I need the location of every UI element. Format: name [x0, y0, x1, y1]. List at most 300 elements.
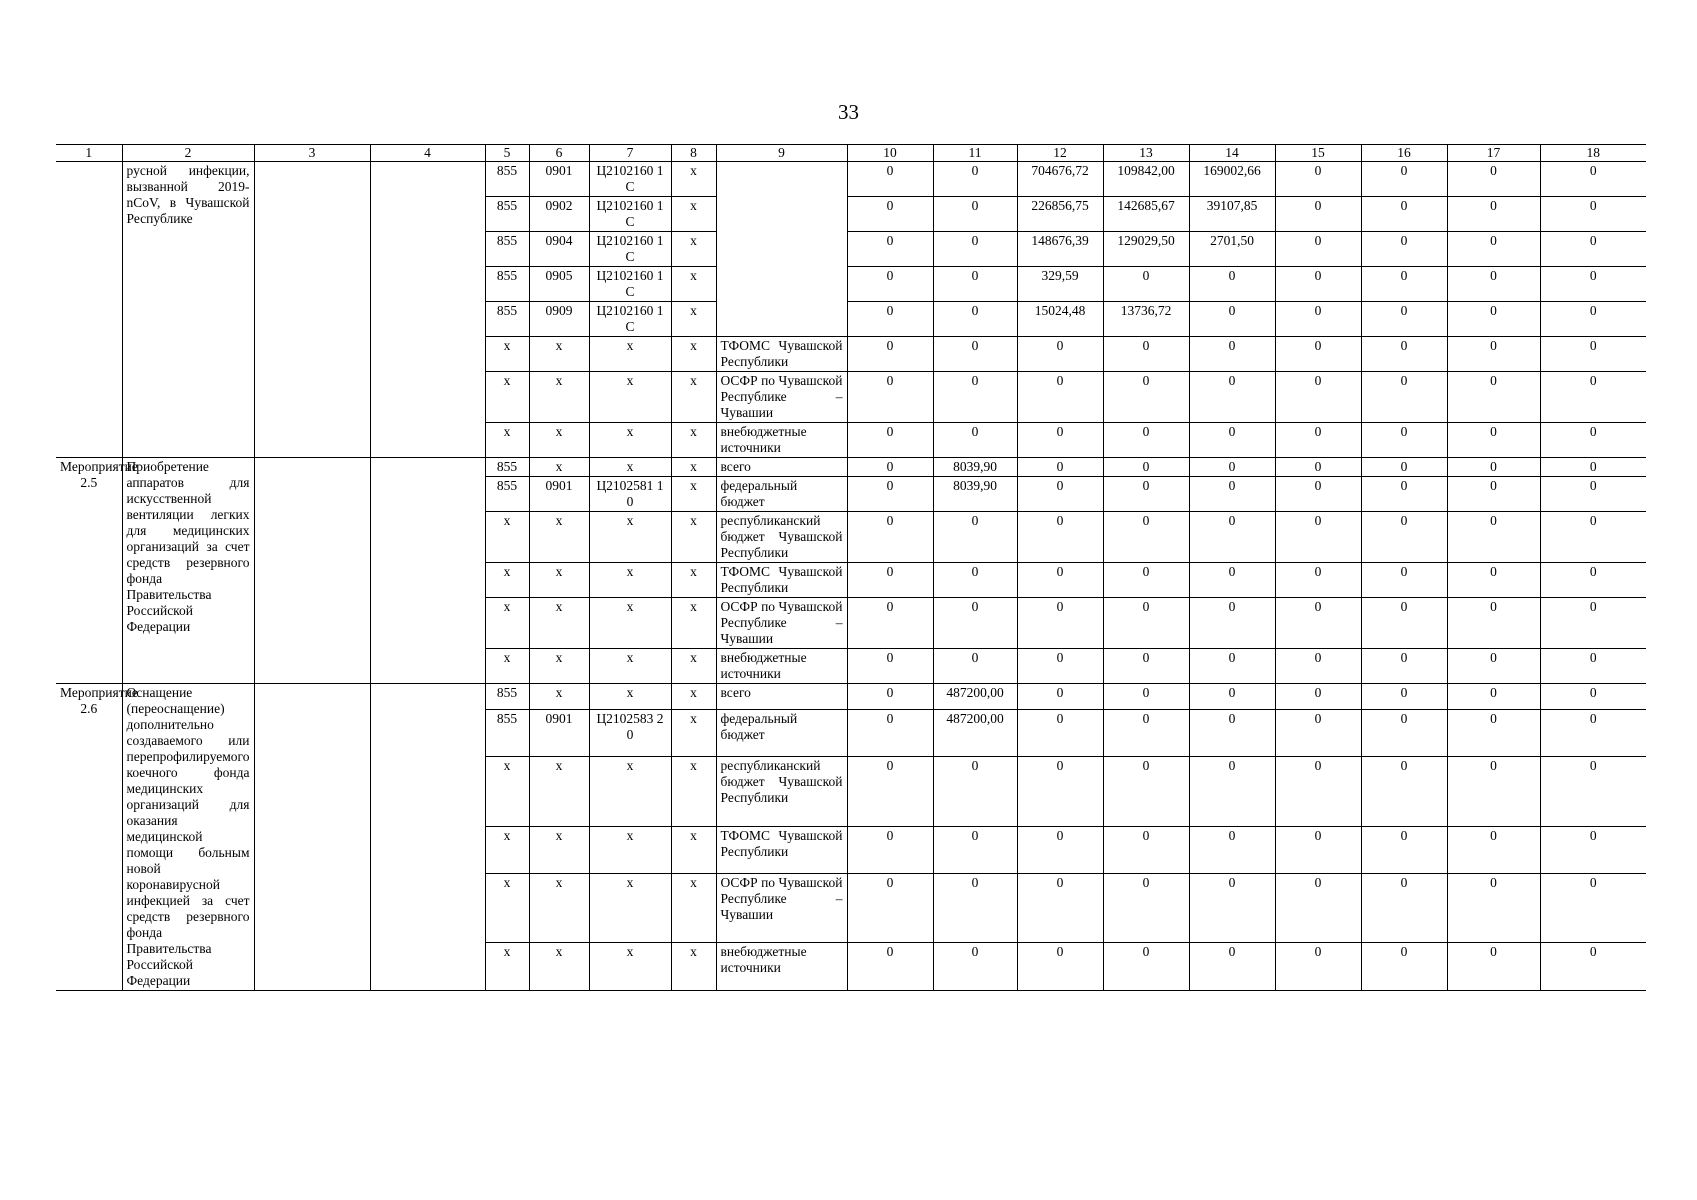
- measure-label: Мероприятие 2.5: [56, 458, 122, 684]
- measure-title: русной инфекции, вызванной 2019-nCoV, в Чувашской Республике: [122, 162, 254, 458]
- amount-cell-col-13: 0: [1103, 563, 1189, 598]
- grbs-code-cell: 855: [485, 232, 529, 267]
- section-code-cell: x: [529, 598, 589, 649]
- amount-cell-col-16: 0: [1361, 943, 1447, 991]
- column-header-5: 5: [485, 145, 529, 162]
- measure-title: Приобретение аппаратов для искусственной вентиляции легких для медицинских организаций за счет средств резервного фонда Правительства Российской Федерации: [122, 458, 254, 684]
- amount-cell-col-15: 0: [1275, 372, 1361, 423]
- amount-cell-col-11: 0: [933, 302, 1017, 337]
- amount-cell-col-18: 0: [1540, 197, 1646, 232]
- funding-source-cell: республиканский бюджет Чувашской Республики: [716, 512, 847, 563]
- amount-cell-col-17: 0: [1447, 232, 1540, 267]
- column-number-header-row: [56, 145, 1646, 162]
- amount-cell-col-16: 0: [1361, 709, 1447, 757]
- expense-type-cell: x: [671, 267, 716, 302]
- amount-cell-col-17: 0: [1447, 512, 1540, 563]
- amount-cell-col-11: 0: [933, 563, 1017, 598]
- amount-cell-col-16: 0: [1361, 874, 1447, 943]
- amount-cell-col-15: 0: [1275, 302, 1361, 337]
- funding-source-cell: ТФОМС Чувашской Республики: [716, 826, 847, 874]
- funding-source-cell: всего: [716, 684, 847, 710]
- amount-cell-col-11: 487200,00: [933, 709, 1017, 757]
- target-article-cell: x: [589, 826, 671, 874]
- column-4-cell: [370, 162, 485, 458]
- amount-cell-col-13: 13736,72: [1103, 302, 1189, 337]
- amount-cell-col-11: 0: [933, 232, 1017, 267]
- column-header-2: 2: [122, 145, 254, 162]
- amount-cell-col-13: 0: [1103, 458, 1189, 477]
- target-article-cell: Ц2102160 1С: [589, 197, 671, 232]
- funding-source-cell: республиканский бюджет Чувашской Республики: [716, 757, 847, 826]
- target-article-cell: x: [589, 757, 671, 826]
- amount-cell-col-14: 0: [1189, 943, 1275, 991]
- amount-cell-col-15: 0: [1275, 649, 1361, 684]
- amount-cell-col-10: 0: [847, 757, 933, 826]
- amount-cell-col-10: 0: [847, 563, 933, 598]
- section-code-cell: x: [529, 943, 589, 991]
- expense-type-cell: x: [671, 162, 716, 197]
- amount-cell-col-14: 0: [1189, 684, 1275, 710]
- amount-cell-col-16: 0: [1361, 563, 1447, 598]
- section-code-cell: x: [529, 757, 589, 826]
- section-code-cell: x: [529, 372, 589, 423]
- amount-cell-col-14: 0: [1189, 423, 1275, 458]
- section-code-cell: x: [529, 423, 589, 458]
- amount-cell-col-13: 0: [1103, 512, 1189, 563]
- amount-cell-col-11: 0: [933, 943, 1017, 991]
- target-article-cell: Ц2102583 20: [589, 709, 671, 757]
- column-header-7: 7: [589, 145, 671, 162]
- amount-cell-col-17: 0: [1447, 943, 1540, 991]
- grbs-code-cell: 855: [485, 267, 529, 302]
- amount-cell-col-18: 0: [1540, 512, 1646, 563]
- amount-cell-col-15: 0: [1275, 943, 1361, 991]
- amount-cell-col-11: 0: [933, 337, 1017, 372]
- amount-cell-col-13: 0: [1103, 337, 1189, 372]
- amount-cell-col-14: 0: [1189, 709, 1275, 757]
- grbs-code-cell: 855: [485, 477, 529, 512]
- column-header-12: 12: [1017, 145, 1103, 162]
- amount-cell-col-13: 0: [1103, 649, 1189, 684]
- table-row: [56, 162, 1646, 197]
- target-article-cell: x: [589, 458, 671, 477]
- section-code-cell: 0904: [529, 232, 589, 267]
- funding-source-cell: ТФОМС Чувашской Республики: [716, 563, 847, 598]
- grbs-code-cell: x: [485, 337, 529, 372]
- amount-cell-col-11: 0: [933, 512, 1017, 563]
- amount-cell-col-11: 0: [933, 757, 1017, 826]
- amount-cell-col-16: 0: [1361, 826, 1447, 874]
- amount-cell-col-17: 0: [1447, 684, 1540, 710]
- amount-cell-col-10: 0: [847, 512, 933, 563]
- amount-cell-col-16: 0: [1361, 512, 1447, 563]
- amount-cell-col-18: 0: [1540, 684, 1646, 710]
- amount-cell-col-12: 0: [1017, 458, 1103, 477]
- amount-cell-col-13: 129029,50: [1103, 232, 1189, 267]
- amount-cell-col-17: 0: [1447, 337, 1540, 372]
- amount-cell-col-10: 0: [847, 302, 933, 337]
- expense-type-cell: x: [671, 458, 716, 477]
- amount-cell-col-12: 148676,39: [1017, 232, 1103, 267]
- grbs-code-cell: x: [485, 649, 529, 684]
- expense-type-cell: x: [671, 598, 716, 649]
- column-header-17: 17: [1447, 145, 1540, 162]
- amount-cell-col-17: 0: [1447, 372, 1540, 423]
- section-code-cell: x: [529, 512, 589, 563]
- amount-cell-col-15: 0: [1275, 757, 1361, 826]
- expense-type-cell: x: [671, 232, 716, 267]
- amount-cell-col-15: 0: [1275, 337, 1361, 372]
- section-code-cell: 0905: [529, 267, 589, 302]
- expense-type-cell: x: [671, 757, 716, 826]
- amount-cell-col-11: 8039,90: [933, 477, 1017, 512]
- grbs-code-cell: 855: [485, 458, 529, 477]
- amount-cell-col-15: 0: [1275, 512, 1361, 563]
- amount-cell-col-12: 0: [1017, 757, 1103, 826]
- amount-cell-col-15: 0: [1275, 709, 1361, 757]
- target-article-cell: x: [589, 649, 671, 684]
- target-article-cell: Ц2102160 1С: [589, 302, 671, 337]
- amount-cell-col-13: 0: [1103, 943, 1189, 991]
- amount-cell-col-11: 487200,00: [933, 684, 1017, 710]
- column-header-4: 4: [370, 145, 485, 162]
- amount-cell-col-18: 0: [1540, 232, 1646, 267]
- amount-cell-col-14: 0: [1189, 512, 1275, 563]
- target-article-cell: x: [589, 684, 671, 710]
- amount-cell-col-16: 0: [1361, 458, 1447, 477]
- section-code-cell: 0902: [529, 197, 589, 232]
- expense-type-cell: x: [671, 874, 716, 943]
- section-code-cell: 0901: [529, 477, 589, 512]
- amount-cell-col-17: 0: [1447, 197, 1540, 232]
- column-3-cell: [254, 162, 370, 458]
- funding-source-cell: федеральный бюджет: [716, 477, 847, 512]
- section-code-cell: x: [529, 458, 589, 477]
- amount-cell-col-17: 0: [1447, 757, 1540, 826]
- amount-cell-col-10: 0: [847, 709, 933, 757]
- amount-cell-col-11: 0: [933, 162, 1017, 197]
- target-article-cell: x: [589, 598, 671, 649]
- target-article-cell: Ц2102160 1С: [589, 162, 671, 197]
- amount-cell-col-10: 0: [847, 267, 933, 302]
- expense-type-cell: x: [671, 684, 716, 710]
- amount-cell-col-13: 0: [1103, 372, 1189, 423]
- amount-cell-col-14: 0: [1189, 757, 1275, 826]
- amount-cell-col-15: 0: [1275, 423, 1361, 458]
- amount-cell-col-14: 0: [1189, 267, 1275, 302]
- amount-cell-col-16: 0: [1361, 267, 1447, 302]
- amount-cell-col-14: 2701,50: [1189, 232, 1275, 267]
- amount-cell-col-12: 0: [1017, 874, 1103, 943]
- column-header-8: 8: [671, 145, 716, 162]
- grbs-code-cell: 855: [485, 684, 529, 710]
- amount-cell-col-17: 0: [1447, 874, 1540, 943]
- amount-cell-col-12: 0: [1017, 598, 1103, 649]
- measure-title: Оснащение (переоснащение) дополнительно создаваемого или перепрофилируемого коечного фонда медицинских организаций для оказания медицинской помощи больным новой коронавирусной инфекцией за счет средств резервного фонда Правительства Российской Федерации: [122, 684, 254, 991]
- funding-source-cell: федеральный бюджет: [716, 709, 847, 757]
- grbs-code-cell: x: [485, 757, 529, 826]
- expense-type-cell: x: [671, 709, 716, 757]
- amount-cell-col-15: 0: [1275, 563, 1361, 598]
- section-code-cell: 0909: [529, 302, 589, 337]
- amount-cell-col-10: 0: [847, 874, 933, 943]
- expense-type-cell: x: [671, 423, 716, 458]
- amount-cell-col-18: 0: [1540, 826, 1646, 874]
- amount-cell-col-16: 0: [1361, 757, 1447, 826]
- amount-cell-col-16: 0: [1361, 197, 1447, 232]
- section-code-cell: x: [529, 826, 589, 874]
- amount-cell-col-14: 39107,85: [1189, 197, 1275, 232]
- amount-cell-col-10: 0: [847, 826, 933, 874]
- grbs-code-cell: 855: [485, 197, 529, 232]
- expense-type-cell: x: [671, 477, 716, 512]
- amount-cell-col-17: 0: [1447, 458, 1540, 477]
- amount-cell-col-18: 0: [1540, 302, 1646, 337]
- amount-cell-col-17: 0: [1447, 267, 1540, 302]
- amount-cell-col-18: 0: [1540, 423, 1646, 458]
- amount-cell-col-10: 0: [847, 943, 933, 991]
- amount-cell-col-14: 0: [1189, 372, 1275, 423]
- section-code-cell: 0901: [529, 162, 589, 197]
- target-article-cell: x: [589, 943, 671, 991]
- grbs-code-cell: x: [485, 563, 529, 598]
- amount-cell-col-13: 0: [1103, 826, 1189, 874]
- amount-cell-col-16: 0: [1361, 649, 1447, 684]
- funding-source-cell: ОСФР по Чувашской Республике – Чувашии: [716, 598, 847, 649]
- target-article-cell: x: [589, 874, 671, 943]
- amount-cell-col-17: 0: [1447, 162, 1540, 197]
- amount-cell-col-12: 0: [1017, 684, 1103, 710]
- column-header-1: 1: [56, 145, 122, 162]
- amount-cell-col-12: 0: [1017, 337, 1103, 372]
- section-code-cell: x: [529, 563, 589, 598]
- expense-type-cell: x: [671, 563, 716, 598]
- amount-cell-col-10: 0: [847, 197, 933, 232]
- amount-cell-col-10: 0: [847, 649, 933, 684]
- amount-cell-col-10: 0: [847, 162, 933, 197]
- column-3-cell: [254, 684, 370, 991]
- measure-label: Мероприятие 2.6: [56, 684, 122, 991]
- amount-cell-col-15: 0: [1275, 267, 1361, 302]
- amount-cell-col-15: 0: [1275, 232, 1361, 267]
- amount-cell-col-12: 704676,72: [1017, 162, 1103, 197]
- expense-type-cell: x: [671, 512, 716, 563]
- amount-cell-col-14: 0: [1189, 458, 1275, 477]
- amount-cell-col-17: 0: [1447, 477, 1540, 512]
- amount-cell-col-13: 0: [1103, 598, 1189, 649]
- target-article-cell: Ц2102160 1С: [589, 267, 671, 302]
- section-code-cell: x: [529, 874, 589, 943]
- column-header-13: 13: [1103, 145, 1189, 162]
- amount-cell-col-16: 0: [1361, 372, 1447, 423]
- amount-cell-col-17: 0: [1447, 826, 1540, 874]
- amount-cell-col-11: 0: [933, 598, 1017, 649]
- amount-cell-col-12: 0: [1017, 423, 1103, 458]
- amount-cell-col-10: 0: [847, 598, 933, 649]
- amount-cell-col-14: 169002,66: [1189, 162, 1275, 197]
- amount-cell-col-15: 0: [1275, 197, 1361, 232]
- column-3-cell: [254, 458, 370, 684]
- amount-cell-col-16: 0: [1361, 302, 1447, 337]
- amount-cell-col-11: 0: [933, 372, 1017, 423]
- table-row: [56, 458, 1646, 477]
- amount-cell-col-15: 0: [1275, 684, 1361, 710]
- funding-source-cell: внебюджетные источники: [716, 423, 847, 458]
- expense-type-cell: x: [671, 943, 716, 991]
- amount-cell-col-18: 0: [1540, 337, 1646, 372]
- budget-table: [56, 144, 1646, 991]
- amount-cell-col-17: 0: [1447, 649, 1540, 684]
- column-4-cell: [370, 684, 485, 991]
- target-article-cell: x: [589, 337, 671, 372]
- amount-cell-col-13: 0: [1103, 267, 1189, 302]
- measure-label: [56, 162, 122, 458]
- column-header-10: 10: [847, 145, 933, 162]
- amount-cell-col-13: 0: [1103, 423, 1189, 458]
- grbs-code-cell: x: [485, 512, 529, 563]
- amount-cell-col-11: 0: [933, 267, 1017, 302]
- amount-cell-col-17: 0: [1447, 598, 1540, 649]
- grbs-code-cell: x: [485, 943, 529, 991]
- column-4-cell: [370, 458, 485, 684]
- amount-cell-col-18: 0: [1540, 709, 1646, 757]
- amount-cell-col-18: 0: [1540, 598, 1646, 649]
- expense-type-cell: x: [671, 649, 716, 684]
- target-article-cell: x: [589, 512, 671, 563]
- amount-cell-col-15: 0: [1275, 874, 1361, 943]
- grbs-code-cell: x: [485, 874, 529, 943]
- target-article-cell: x: [589, 563, 671, 598]
- target-article-cell: x: [589, 372, 671, 423]
- amount-cell-col-13: 109842,00: [1103, 162, 1189, 197]
- amount-cell-col-12: 0: [1017, 943, 1103, 991]
- amount-cell-col-17: 0: [1447, 563, 1540, 598]
- funding-source-cell: ОСФР по Чувашской Республике – Чувашии: [716, 874, 847, 943]
- section-code-cell: x: [529, 649, 589, 684]
- amount-cell-col-15: 0: [1275, 826, 1361, 874]
- amount-cell-col-16: 0: [1361, 684, 1447, 710]
- table-row: [56, 684, 1646, 710]
- expense-type-cell: x: [671, 826, 716, 874]
- amount-cell-col-12: 0: [1017, 477, 1103, 512]
- amount-cell-col-16: 0: [1361, 162, 1447, 197]
- amount-cell-col-15: 0: [1275, 162, 1361, 197]
- funding-source-cell: ОСФР по Чувашской Республике – Чувашии: [716, 372, 847, 423]
- column-header-14: 14: [1189, 145, 1275, 162]
- grbs-code-cell: x: [485, 598, 529, 649]
- expense-type-cell: x: [671, 197, 716, 232]
- column-header-3: 3: [254, 145, 370, 162]
- amount-cell-col-11: 0: [933, 197, 1017, 232]
- amount-cell-col-10: 0: [847, 372, 933, 423]
- column-header-11: 11: [933, 145, 1017, 162]
- amount-cell-col-14: 0: [1189, 477, 1275, 512]
- amount-cell-col-12: 0: [1017, 709, 1103, 757]
- amount-cell-col-11: 0: [933, 423, 1017, 458]
- funding-source-cell: внебюджетные источники: [716, 943, 847, 991]
- amount-cell-col-14: 0: [1189, 826, 1275, 874]
- amount-cell-col-18: 0: [1540, 162, 1646, 197]
- funding-source-cell: внебюджетные источники: [716, 649, 847, 684]
- funding-source-cell: всего: [716, 458, 847, 477]
- amount-cell-col-17: 0: [1447, 709, 1540, 757]
- amount-cell-col-13: 0: [1103, 684, 1189, 710]
- amount-cell-col-10: 0: [847, 477, 933, 512]
- amount-cell-col-18: 0: [1540, 477, 1646, 512]
- amount-cell-col-12: 0: [1017, 512, 1103, 563]
- amount-cell-col-16: 0: [1361, 598, 1447, 649]
- expense-type-cell: x: [671, 337, 716, 372]
- amount-cell-col-14: 0: [1189, 563, 1275, 598]
- column-header-9: 9: [716, 145, 847, 162]
- amount-cell-col-12: 0: [1017, 563, 1103, 598]
- funding-source-cell: [716, 162, 847, 337]
- amount-cell-col-18: 0: [1540, 874, 1646, 943]
- amount-cell-col-10: 0: [847, 458, 933, 477]
- amount-cell-col-13: 0: [1103, 874, 1189, 943]
- amount-cell-col-12: 0: [1017, 826, 1103, 874]
- grbs-code-cell: x: [485, 826, 529, 874]
- column-header-16: 16: [1361, 145, 1447, 162]
- amount-cell-col-16: 0: [1361, 232, 1447, 267]
- amount-cell-col-15: 0: [1275, 598, 1361, 649]
- amount-cell-col-11: 0: [933, 649, 1017, 684]
- amount-cell-col-12: 329,59: [1017, 267, 1103, 302]
- expense-type-cell: x: [671, 372, 716, 423]
- section-code-cell: 0901: [529, 709, 589, 757]
- target-article-cell: x: [589, 423, 671, 458]
- grbs-code-cell: x: [485, 423, 529, 458]
- amount-cell-col-14: 0: [1189, 874, 1275, 943]
- amount-cell-col-11: 0: [933, 826, 1017, 874]
- amount-cell-col-18: 0: [1540, 757, 1646, 826]
- amount-cell-col-12: 0: [1017, 372, 1103, 423]
- amount-cell-col-10: 0: [847, 337, 933, 372]
- page-number: 33: [838, 100, 859, 124]
- target-article-cell: Ц2102160 1С: [589, 232, 671, 267]
- amount-cell-col-10: 0: [847, 423, 933, 458]
- expense-type-cell: x: [671, 302, 716, 337]
- column-header-6: 6: [529, 145, 589, 162]
- amount-cell-col-17: 0: [1447, 423, 1540, 458]
- amount-cell-col-18: 0: [1540, 649, 1646, 684]
- amount-cell-col-18: 0: [1540, 267, 1646, 302]
- amount-cell-col-11: 0: [933, 874, 1017, 943]
- amount-cell-col-16: 0: [1361, 423, 1447, 458]
- amount-cell-col-16: 0: [1361, 477, 1447, 512]
- grbs-code-cell: 855: [485, 162, 529, 197]
- amount-cell-col-13: 142685,67: [1103, 197, 1189, 232]
- amount-cell-col-15: 0: [1275, 477, 1361, 512]
- amount-cell-col-14: 0: [1189, 337, 1275, 372]
- section-code-cell: x: [529, 684, 589, 710]
- amount-cell-col-18: 0: [1540, 563, 1646, 598]
- grbs-code-cell: 855: [485, 302, 529, 337]
- amount-cell-col-10: 0: [847, 684, 933, 710]
- amount-cell-col-12: 226856,75: [1017, 197, 1103, 232]
- amount-cell-col-13: 0: [1103, 477, 1189, 512]
- amount-cell-col-18: 0: [1540, 372, 1646, 423]
- amount-cell-col-14: 0: [1189, 649, 1275, 684]
- amount-cell-col-17: 0: [1447, 302, 1540, 337]
- amount-cell-col-12: 15024,48: [1017, 302, 1103, 337]
- amount-cell-col-14: 0: [1189, 598, 1275, 649]
- amount-cell-col-18: 0: [1540, 458, 1646, 477]
- funding-source-cell: ТФОМС Чувашской Республики: [716, 337, 847, 372]
- target-article-cell: Ц2102581 10: [589, 477, 671, 512]
- amount-cell-col-11: 8039,90: [933, 458, 1017, 477]
- amount-cell-col-18: 0: [1540, 943, 1646, 991]
